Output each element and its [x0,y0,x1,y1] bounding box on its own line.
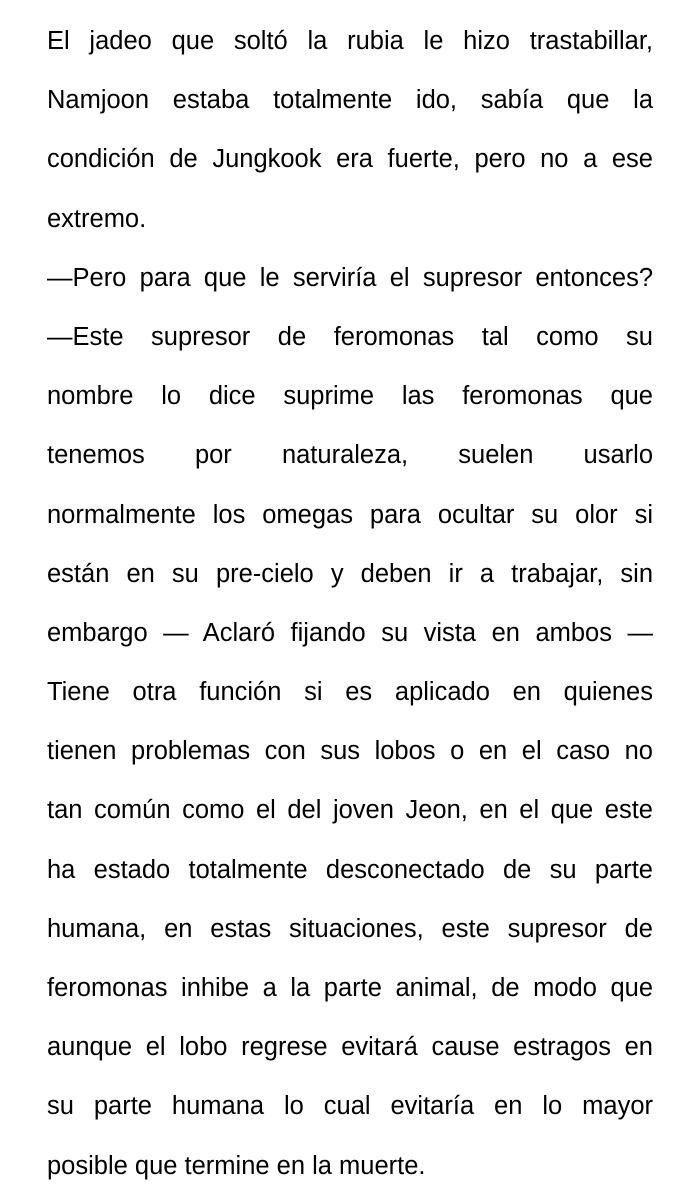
text-line: El jadeo que soltó la rubia le hizo trastabillar, [47,27,653,55]
text-line: tan común como el del joven Jeon, en el que este [47,796,653,825]
text-line: tienen problemas con sus lobos o en el caso no [47,737,653,766]
text-line: normalmente los omegas para ocultar su olor si [47,500,653,529]
text-line: nombre lo dice suprime las feromonas que [47,382,653,411]
text-line: posible que termine en la muerte. [47,1151,426,1180]
story-text [47,12,653,1196]
text-line: —Este supresor de feromonas tal como su [47,322,653,351]
text-line: feromonas inhibe a la parte animal, de modo que [47,974,653,1002]
text-line: su parte humana lo cual evitaría en lo mayor [47,1092,653,1121]
text-line: —Pero para que le serviría el supresor entonces? [47,263,653,292]
text-line: Tiene otra función si es aplicado en quienes [47,678,653,707]
text-line: ha estado totalmente desconectado de su parte [47,855,653,884]
text-line: aunque el lobo regrese evitará cause estragos en [47,1033,653,1062]
text-line: extremo. [47,204,147,233]
text-line: embargo — Aclaró fijando su vista en ambos — [47,618,653,647]
text-line: tenemos por naturaleza, suelen usarlo [47,441,653,470]
text-line: están en su pre-cielo y deben ir a trabajar, sin [47,559,653,588]
text-line: Namjoon estaba totalmente ido, sabía que la [47,86,653,115]
text-line: humana, en estas situaciones, este supresor de [47,914,653,943]
text-line: condición de Jungkook era fuerte, pero no a ese [47,145,653,174]
